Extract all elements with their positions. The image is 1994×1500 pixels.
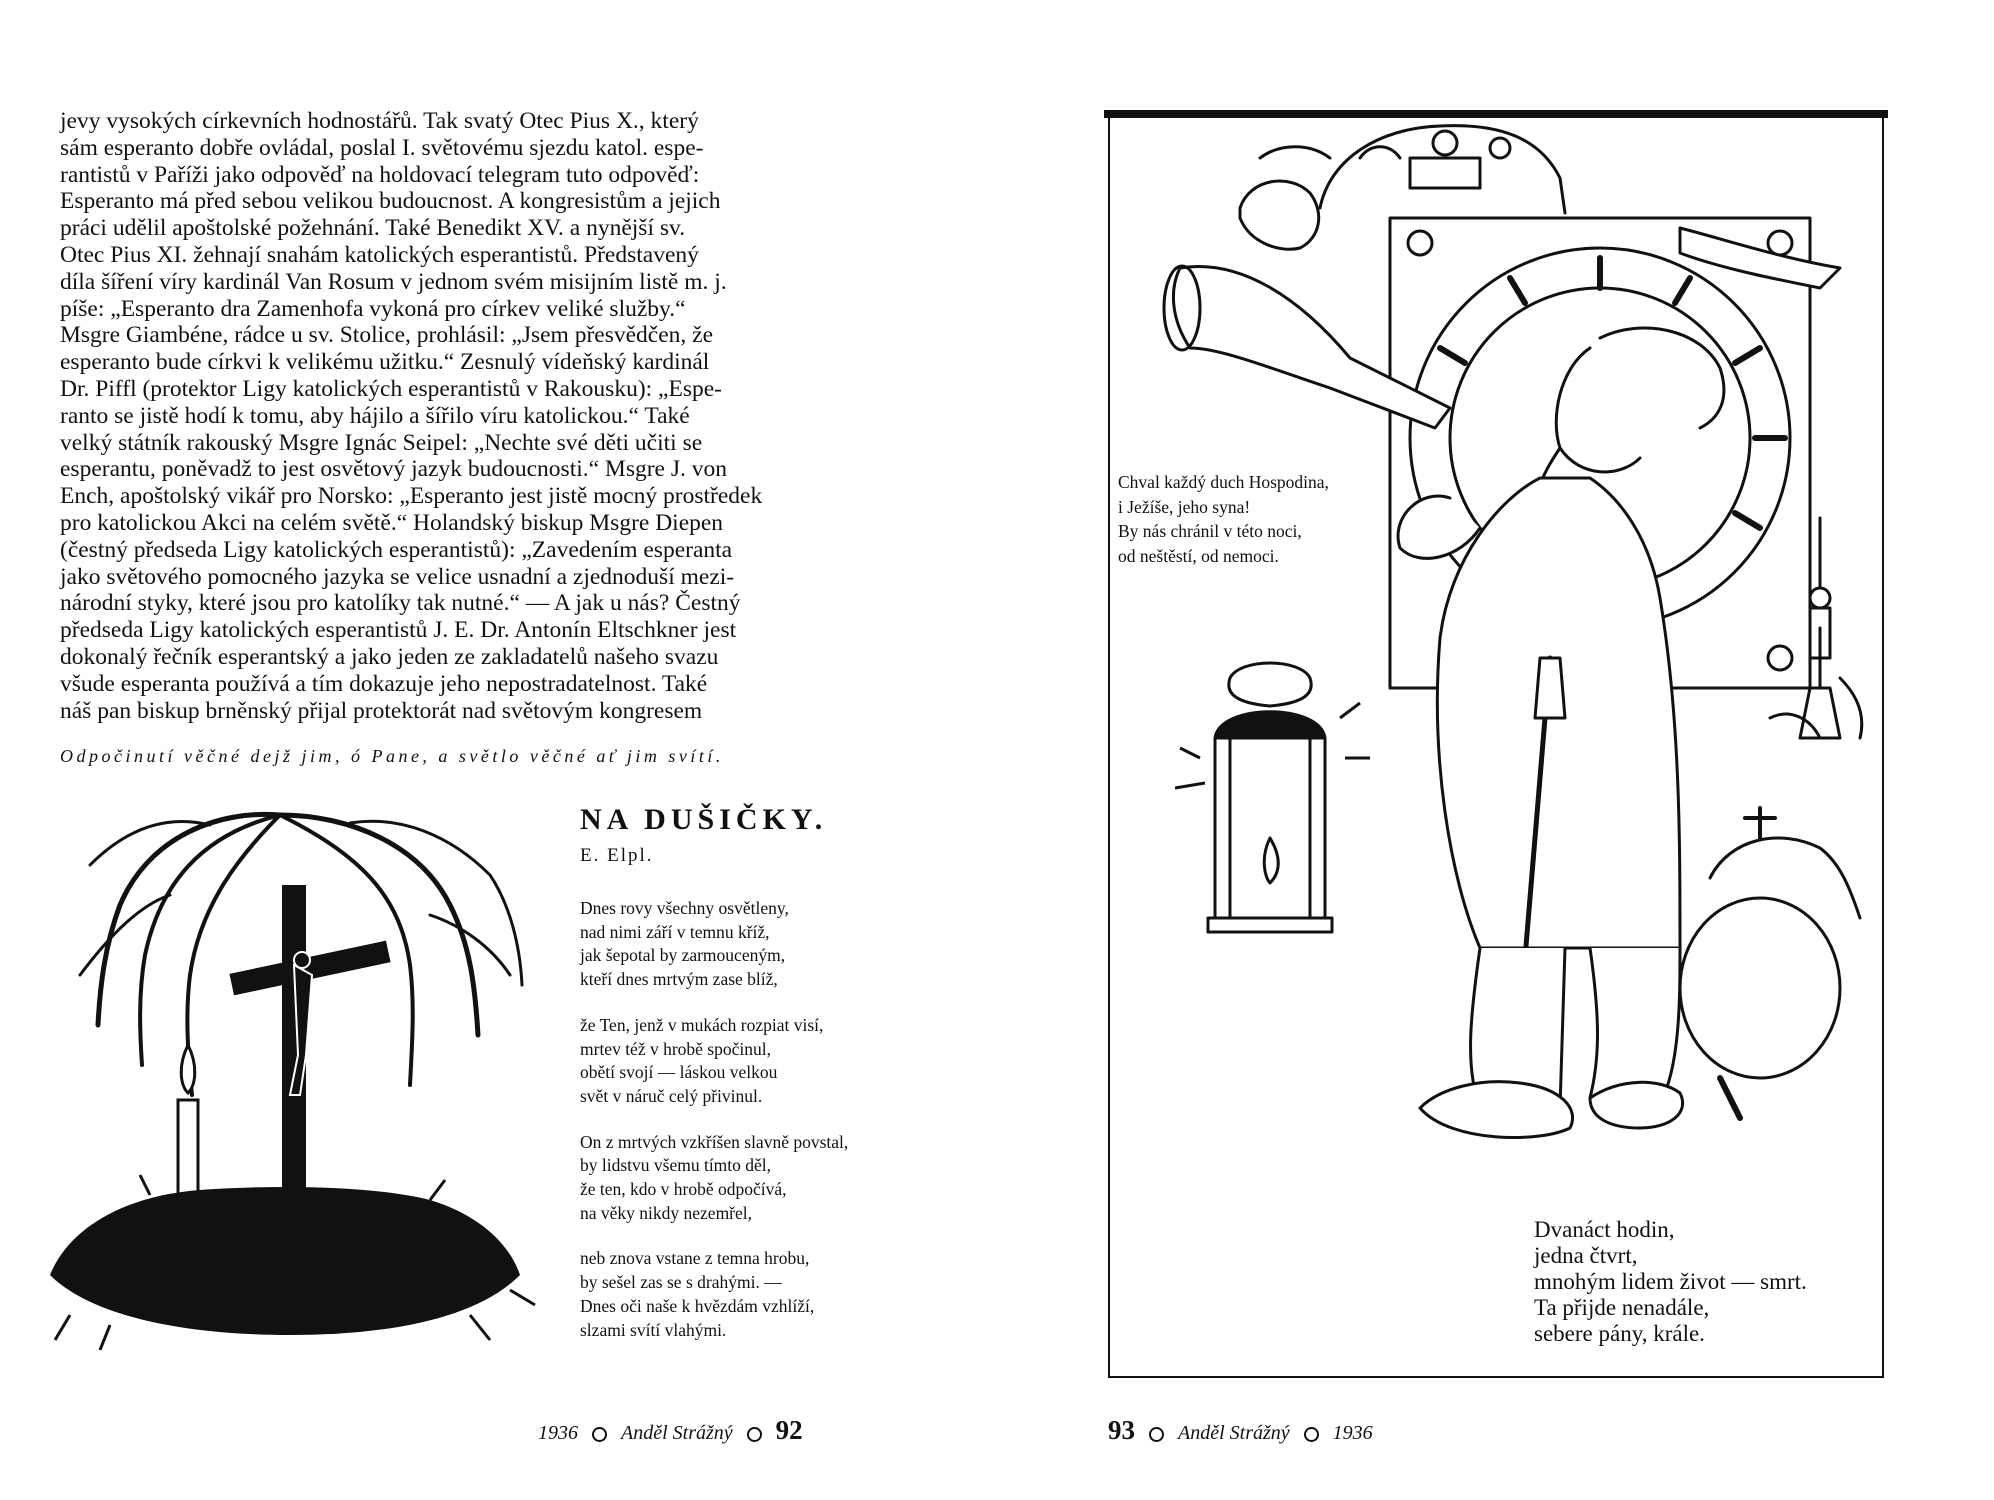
prose-line: rantistů v Paříži jako odpověď na holdovací telegram tuto odpověď:: [60, 161, 700, 188]
poem-body: [580, 897, 940, 1364]
verse-line: Dvanáct hodin,: [1534, 1217, 1675, 1242]
verse-line: i Ježíše, jeho syna!: [1118, 496, 1251, 517]
page-number: 92: [775, 1415, 803, 1445]
article-prose: [60, 108, 868, 724]
circle-ornament-icon: [1304, 1427, 1319, 1442]
circle-ornament-icon: [1149, 1427, 1164, 1442]
verse-line: By nás chránil v této noci,: [1118, 521, 1302, 541]
poem-line: by lidstvu všemu tímto děl,: [580, 1155, 772, 1176]
footer-title: Anděl Strážný: [621, 1422, 733, 1444]
prose-line: jevy vysokých církevních hodnostářů. Tak svatý Otec Pius X., který: [60, 108, 699, 134]
footer-right: [1108, 1415, 1373, 1446]
poem-author: E. Elpl.: [580, 845, 654, 866]
poem-line: mrtev též v hrobě spočinul,: [580, 1038, 771, 1059]
poem-line: by sešel zas se s drahými. —: [580, 1272, 782, 1293]
footer-title: Anděl Strážný: [1178, 1422, 1290, 1444]
verse-big: [1534, 1217, 1807, 1347]
verse-line: jedna čtvrt,: [1534, 1243, 1638, 1268]
poem-line: kteří dnes mrtvým zase blíž,: [580, 969, 778, 990]
prose-line: předseda Ligy katolických esperantistů J. E. Dr. Antonín Eltschkner jest: [60, 617, 737, 644]
footer-year: 1936: [538, 1422, 578, 1444]
prose-line: Dr. Piffl (protektor Ligy katolických esperantistů v Rakousku): „Espe-: [60, 375, 722, 402]
poem-line: Dnes oči naše k hvězdám vzhlíží,: [580, 1295, 815, 1316]
poem-line: On z mrtvých vzkříšen slavně povstal,: [580, 1131, 849, 1152]
footer-left: [538, 1415, 803, 1446]
poem-stanza: [580, 1247, 940, 1342]
prose-line: velký státník rakouský Msgre Ignác Seipel: „Nechte své děti učiti se: [60, 429, 703, 456]
poem-line: nad nimi září v temnu kříž,: [580, 921, 770, 942]
verse-small: [1118, 470, 1329, 568]
poem-line: obětí svojí — láskou velkou: [580, 1062, 778, 1083]
poem-line: svět v náruč celý přivinul.: [580, 1085, 763, 1106]
prose-line: dokonalý řečník esperantský a jako jeden ze zakladatelů našeho svazu: [60, 643, 719, 670]
poem-line: neb znova vstane z temna hrobu,: [580, 1248, 810, 1269]
prose-line: všude esperanta používá a tím dokazuje jeho nepostradatelnost. Také: [60, 670, 708, 697]
prose-line: esperantu, poněvadž to jest osvětový jazyk budoucnosti.“ Msgre J. von: [60, 456, 727, 483]
prose-line: práci udělil apoštolské požehnání. Také Benedikt XV. a nynější sv.: [60, 215, 686, 242]
prose-line: náš pan biskup brněnský přijal protektorát nad světovým kongresem: [60, 697, 703, 724]
prose-line: píše: „Esperanto dra Zamenhofa vykoná pro církev veliké služby.“: [60, 295, 686, 322]
circle-ornament-icon: [592, 1427, 607, 1442]
poem-line: že ten, kdo v hrobě odpočívá,: [580, 1179, 787, 1200]
prose-line: ranto se jistě hodí k tomu, aby hájilo a šířilo víru katolickou.“ Také: [60, 402, 690, 429]
prose-line: sám esperanto dobře ovládal, poslal I. světovému sjezdu katol. espe-: [60, 134, 704, 161]
poem-title: NA DUŠIČKY.: [580, 803, 828, 836]
prose-line: Otec Pius XI. žehnají snahám katolických esperantistů. Představený: [60, 241, 699, 268]
night-watchman-illustration: [1120, 118, 1882, 1198]
page-number: 93: [1108, 1415, 1135, 1445]
verse-line: mnohým lidem život — smrt.: [1534, 1269, 1807, 1294]
footer-year: 1936: [1332, 1422, 1373, 1444]
prose-line: Msgre Giambéne, rádce u sv. Stolice, prohlásil: „Jsem přesvědčen, že: [60, 322, 713, 349]
prose-line: (čestný předseda Ligy katolických esperantistů): „Zavedením esperanta: [60, 536, 733, 563]
verse-line: od neštěstí, od nemoci.: [1118, 545, 1279, 566]
verse-line: Ta přijde nenadále,: [1534, 1295, 1710, 1320]
prose-line: esperanto bude církvi k velikému užitku.“ Zesnulý vídeňský kardinál: [60, 349, 710, 376]
prose-line: Ench, apoštolský vikář pro Norsko: „Esperanto jest jistě mocný prostředek: [60, 483, 763, 510]
poem-line: slzami svítí vlahými.: [580, 1319, 727, 1340]
verse-line: sebere pány, krále.: [1534, 1321, 1705, 1346]
prose-line: jako světového pomocného jazyka se velice usnadní a zjednoduší mezi-: [60, 563, 735, 590]
cross-grave-illustration: [50, 795, 570, 1355]
prose-line: Esperanto má před sebou velikou budoucnost. A kongresistům a jejich: [60, 188, 721, 215]
poem-line: Dnes rovy všechny osvětleny,: [580, 898, 789, 918]
prose-line: díla šíření víry kardinál Van Rosum v jednom svém misijním listě m. j.: [60, 268, 727, 295]
poem-line: na věky nikdy nezemřel,: [580, 1202, 753, 1223]
prose-line: pro katolickou Akci na celém světě.“ Holandský biskup Msgre Diepen: [60, 509, 724, 536]
epitaph-line: Odpočinutí věčné dejž jim, ó Pane, a světlo věčné ať jim svítí.: [60, 746, 724, 766]
poem-stanza: [580, 897, 940, 992]
poem-stanza: [580, 1014, 940, 1109]
poem-stanza: [580, 1131, 940, 1226]
prose-line: národní styky, které jsou pro katolíky tak nutné.“ — A jak u nás? Čestný: [60, 590, 741, 617]
verse-line: Chval každý duch Hospodina,: [1118, 472, 1329, 492]
poem-line: jak šepotal by zarmouceným,: [580, 945, 786, 966]
poem-line: že Ten, jenž v mukách rozpiat visí,: [580, 1014, 824, 1035]
circle-ornament-icon: [747, 1427, 762, 1442]
